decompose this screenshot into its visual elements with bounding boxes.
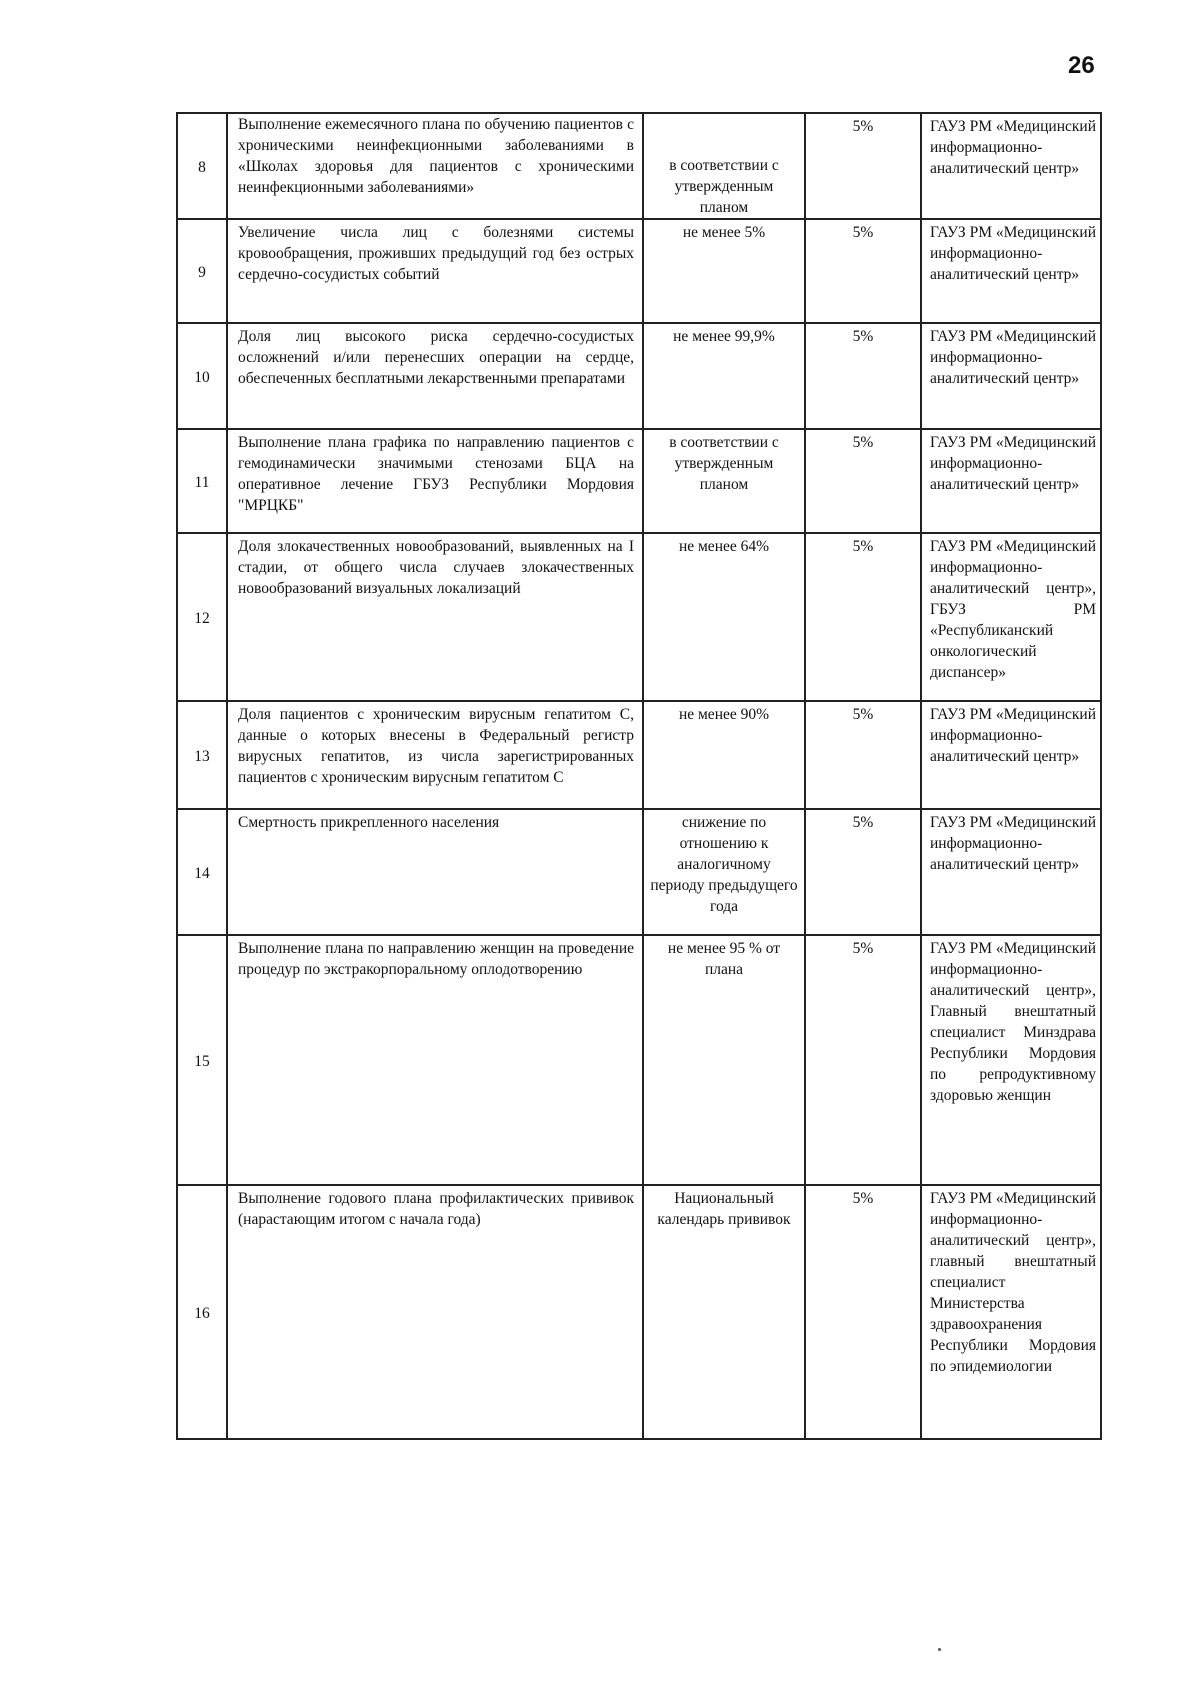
weight-value: 5% bbox=[805, 533, 921, 701]
data-source: ГАУЗ РМ «Медицинский информационно-аналитический центр» bbox=[921, 809, 1101, 935]
data-source: ГАУЗ РМ «Медицинский информационно-аналитический центр», ГБУЗ РМ «Республиканский онкологический диспансер» bbox=[921, 533, 1101, 701]
weight-value: 5% bbox=[805, 935, 921, 1185]
weight-value: 5% bbox=[805, 429, 921, 533]
target-value: не менее 5% bbox=[643, 219, 805, 323]
table-row bbox=[177, 701, 1101, 809]
weight-value: 5% bbox=[805, 701, 921, 809]
weight-value: 5% bbox=[805, 1185, 921, 1439]
table-row bbox=[177, 533, 1101, 701]
data-source: ГАУЗ РМ «Медицинский информационно-аналитический центр» bbox=[921, 429, 1101, 533]
indicator-name: Увеличение числа лиц с болезнями системы кровообращения, проживших предыдущий год без острых сердечно-сосудистых событий bbox=[227, 219, 643, 323]
data-source: ГАУЗ РМ «Медицинский информационно-аналитический центр», главный внештатный специалист Министерства здравоохранения Республики Мордовия по эпидемиологии bbox=[921, 1185, 1101, 1439]
row-number: 11 bbox=[177, 429, 227, 533]
data-source: ГАУЗ РМ «Медицинский информационно-аналитический центр» bbox=[921, 219, 1101, 323]
target-value: в соответствии с утвержденным планом bbox=[643, 113, 805, 219]
table-row bbox=[177, 113, 1101, 219]
weight-value: 5% bbox=[805, 323, 921, 429]
weight-value: 5% bbox=[805, 219, 921, 323]
row-number: 12 bbox=[177, 533, 227, 701]
table-row bbox=[177, 429, 1101, 533]
indicator-name: Доля пациентов с хроническим вирусным гепатитом С, данные о которых внесены в Федеральный регистр вирусных гепатитов, из числа зарегистрированных пациентов с хроническим вирусным гепатитом С bbox=[227, 701, 643, 809]
indicator-name: Выполнение годового плана профилактических прививок (нарастающим итогом с начала года) bbox=[227, 1185, 643, 1439]
indicator-name: Доля злокачественных новообразований, выявленных на I стадии, от общего числа случаев злокачественных новообразований визуальных локализаций bbox=[227, 533, 643, 701]
target-value: не менее 95 % от плана bbox=[643, 935, 805, 1185]
row-number: 9 bbox=[177, 219, 227, 323]
row-number: 14 bbox=[177, 809, 227, 935]
weight-value: 5% bbox=[805, 113, 921, 219]
data-source: ГАУЗ РМ «Медицинский информационно-аналитический центр», Главный внештатный специалист Минздрава Республики Мордовия по репродуктивному здоровью женщин bbox=[921, 935, 1101, 1185]
weight-value: 5% bbox=[805, 809, 921, 935]
indicator-name: Доля лиц высокого риска сердечно-сосудистых осложнений и/или перенесших операции на сердце, обеспеченных бесплатными лекарственными препаратами bbox=[227, 323, 643, 429]
scan-speck bbox=[938, 1648, 941, 1651]
target-value: не менее 64% bbox=[643, 533, 805, 701]
indicator-name: Смертность прикрепленного населения bbox=[227, 809, 643, 935]
data-source: ГАУЗ РМ «Медицинский информационно-аналитический центр» bbox=[921, 323, 1101, 429]
target-value: снижение по отношению к аналогичному периоду предыдущего года bbox=[643, 809, 805, 935]
indicator-name: Выполнение плана графика по направлению пациентов с гемодинамически значимыми стенозами БЦА на оперативное лечение ГБУЗ Республики Мордовия "МРЦКБ" bbox=[227, 429, 643, 533]
target-value: в соответствии с утвержденным планом bbox=[643, 429, 805, 533]
indicator-name: Выполнение плана по направлению женщин на проведение процедур по экстракорпоральному оплодотворению bbox=[227, 935, 643, 1185]
target-value: не менее 99,9% bbox=[643, 323, 805, 429]
indicators-table bbox=[176, 112, 1102, 1440]
row-number: 10 bbox=[177, 323, 227, 429]
indicator-name: Выполнение ежемесячного плана по обучению пациентов с хроническими неинфекционными заболеваниями в «Школах здоровья для пациентов с хроническими неинфекционными заболеваниями» bbox=[227, 113, 643, 219]
data-source: ГАУЗ РМ «Медицинский информационно-аналитический центр» bbox=[921, 701, 1101, 809]
data-source: ГАУЗ РМ «Медицинский информационно-аналитический центр» bbox=[921, 113, 1101, 219]
target-value: не менее 90% bbox=[643, 701, 805, 809]
table-row bbox=[177, 1185, 1101, 1439]
table-row bbox=[177, 935, 1101, 1185]
row-number: 13 bbox=[177, 701, 227, 809]
row-number: 15 bbox=[177, 935, 227, 1185]
table-row bbox=[177, 219, 1101, 323]
target-value: Национальный календарь прививок bbox=[643, 1185, 805, 1439]
row-number: 16 bbox=[177, 1185, 227, 1439]
table-row bbox=[177, 323, 1101, 429]
table-row bbox=[177, 809, 1101, 935]
row-number: 8 bbox=[177, 113, 227, 219]
page-number: 26 bbox=[1068, 52, 1095, 79]
